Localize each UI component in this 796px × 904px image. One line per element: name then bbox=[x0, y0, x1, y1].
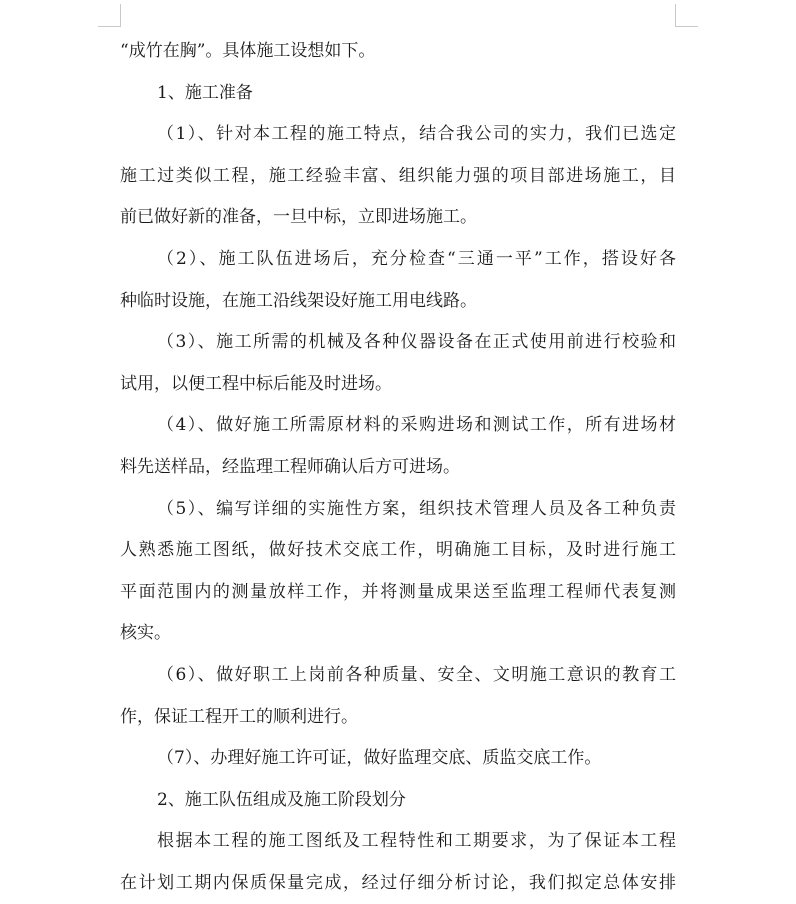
section-heading: 1、施工准备 bbox=[157, 82, 253, 103]
top-right-margin-mark bbox=[675, 4, 698, 27]
text-line: 试用，以便工程中标后能及时进场。 bbox=[120, 373, 392, 394]
text-line: 料先送样品，经监理工程师确认后方可进场。 bbox=[120, 456, 460, 477]
text-line: （1）、针对本工程的施工特点，结合我公司的实力，我们已选定 bbox=[157, 124, 676, 145]
text-line: 前已做好新的准备，一旦中标，立即进场施工。 bbox=[120, 207, 477, 228]
text-line: （2）、施工队伍进场后，充分检查“三通一平”工作，搭设好各 bbox=[157, 248, 676, 269]
text-line: 核实。 bbox=[120, 623, 171, 644]
text-line: 平面范围内的测量放样工作，并将测量成果送至监理工程师代表复测 bbox=[120, 581, 676, 602]
text-line: （5）、编写详细的实施性方案，组织技术管理人员及各工种负责 bbox=[157, 498, 676, 519]
text-line: （4）、做好施工所需原材料的采购进场和测试工作，所有进场材 bbox=[157, 415, 676, 436]
text-line: 作，保证工程开工的顺利进行。 bbox=[120, 706, 358, 727]
text-line: 人熟悉施工图纸，做好技术交底工作，明确施工目标，及时进行施工 bbox=[120, 540, 676, 561]
text-line-cut-off: 在计划工期内保质保量完成，经过仔细分析讨论，我们拟定总体安排 bbox=[120, 872, 676, 893]
text-line: （6）、做好职工上岗前各种质量、安全、文明施工意识的教育工 bbox=[157, 664, 676, 685]
text-line: （3）、施工所需的机械及各种仪器设备在正式使用前进行校验和 bbox=[157, 332, 676, 353]
text-line: （7）、办理好施工许可证，做好监理交底、质监交底工作。 bbox=[157, 748, 602, 769]
section-heading: 2、施工队伍组成及施工阶段划分 bbox=[157, 789, 406, 810]
text-line: “成竹在胸”。具体施工设想如下。 bbox=[120, 41, 376, 61]
text-line: 根据本工程的施工图纸及工程特性和工期要求，为了保证本工程 bbox=[157, 831, 676, 852]
document-body bbox=[120, 31, 676, 904]
top-left-margin-mark bbox=[98, 4, 121, 27]
text-line: 施工过类似工程，施工经验丰富、组织能力强的项目部进场施工，目 bbox=[120, 165, 676, 186]
text-line: 种临时设施，在施工沿线架设好施工用电线路。 bbox=[120, 290, 477, 311]
